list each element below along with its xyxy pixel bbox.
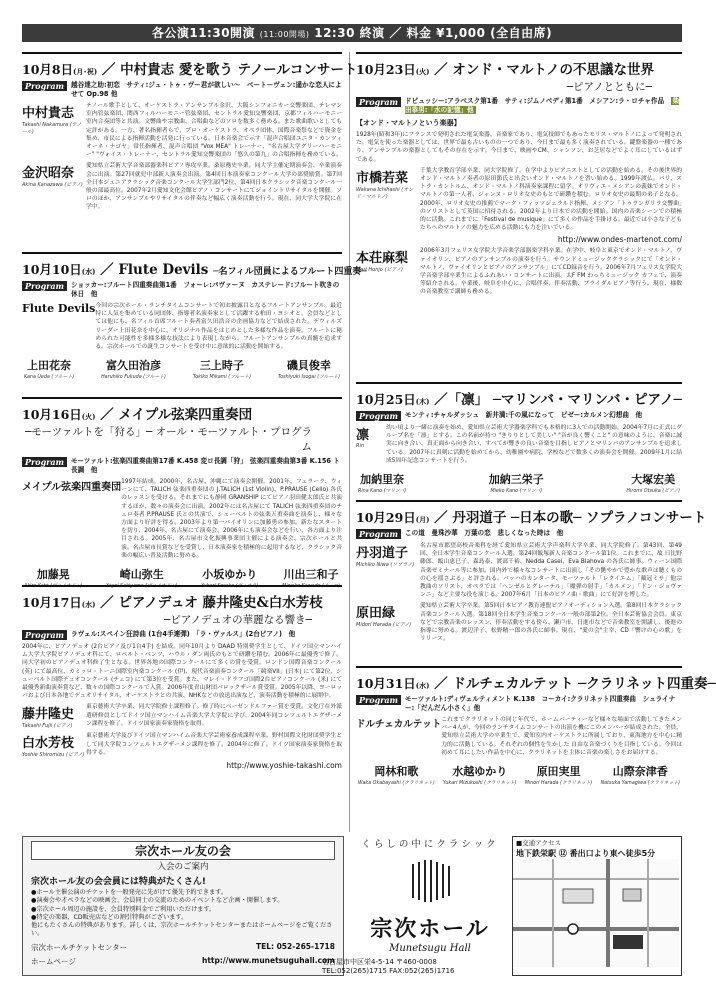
hall-brand	[350, 836, 510, 954]
hall-logo-icon	[405, 856, 455, 906]
program-items: ラヴェル:スペイン狂詩曲 (1台4手連弾) 「ラ・ヴァルス」(2台ピアノ) 他	[71, 630, 296, 638]
ensemble-bio: これまでクラリネットの同じ年代で、ホームパーティーなど様々な場面で活動してきたメンバー4人が、今回のランチタイムコンサートの出演を機にこのメンバーが結成された。全員、愛知県立芸術大学の卒業生で、愛知室内オーケストラに所属しており、東海地方を中心に精力的に活動している。それぞれの個性を生かした 自由な音楽づくりを目指している。今回は初めて耳にしたい作品を中心に、クラリネットを主体に音楽の楽しさをお届けする。	[441, 717, 682, 756]
program	[22, 281, 342, 299]
list-item: ●特定の楽器、CD販売店などの割引特典がございます。	[31, 913, 188, 921]
performer-bio: 2006年3月フェリス女学院大学音楽学部器楽学科卒業。在学中、岐阜と東京でオンド・マルトノ、ヴァイオリン、ピアノのアンサンブルの演奏を行う。サウンドミュージッククラシックにて「オンド・マルトノ、ヴァイオリンとピアノのアンサンブル」にてCD録音を行う。2006年7月フェリス女学院大学音楽学部卒業生によるふれあい・コンサートに出演。太F FM わっちミュージック カフェで、演奏等紹介される。卒業後、岐阜を中心に、合唱伴奏、伴奏活動、ブライダルピアノ等行う。現在、様数の音楽教室で講師も務める。	[420, 248, 682, 296]
ticket-center-tel[interactable]: TEL: 052-265-1718	[255, 941, 335, 951]
event-title: 10月25日(木) ／「凛」 ─マリンバ・マリンバ・ピアノ─	[356, 392, 682, 408]
member: 加納三栄子 Mieko Kano (マリンバ)	[488, 473, 544, 495]
member: 大塚宏美 Hiromi Otsuka (ピアノ)	[626, 473, 680, 495]
performer-name: 中村貴志	[22, 106, 75, 121]
performer-name-en: Mari Honjo (ピアノ)	[356, 267, 403, 274]
membership-info-box	[22, 836, 344, 976]
performer-bio: 名古屋市郡望高校音楽科を経て愛知県立芸術大学声楽科大学卒業、同大学院修了。第43回、第49回、全日本学生音楽コンクール入選。第24回飯塚新人音楽コンクール第1位。これまでに、故 日比野藤郎、飯山恵巳子、森島泰、渡部千裕、Nedda Casei、Eva Blahova の各氏に師事。ウィーン国際音楽ゼミナール等に参加。国内外で様々なコンサートに出演し「その艶やかで豊かな歌声は聴くものの心を揺さぶる」と評される。バッハのカンタータ、モーツァルト「レクイエム」「戴冠ミサ」他宗教曲のソリスト、オペラでは「ヘンゼルとグレーテル」「魔弾の射手」「カルメン」「ドン・ジョヴァンニ」など主要な役を演じる。2007年6月「日本のピアノ曲・歌曲」にて好評を博した。	[420, 543, 682, 599]
program-label: Program	[356, 97, 401, 107]
event-title: 10月31日(水) ／ ドルチェカルテット ─クラリネット四重奏─	[356, 676, 716, 692]
ensemble-name: メイプル弦楽四重奏団	[22, 482, 122, 493]
program	[356, 411, 682, 421]
start-time: 各公演11:30開演	[151, 26, 256, 40]
program-label: Program	[22, 630, 67, 640]
performer	[22, 703, 342, 729]
price: ／ 料金 ¥1,000 (全自由席)	[389, 26, 553, 40]
event-subtitle: ─モーツァルトを「狩る」─ オール・モーツァルト・プログラム	[25, 426, 312, 453]
event-oct25	[356, 382, 682, 500]
member: 岡林和歌 Waka Okabayashi (クラリネット)	[358, 765, 435, 787]
member-roster	[356, 471, 682, 494]
event-oct10	[22, 252, 367, 397]
performer-name: 本荘麻梨	[356, 251, 409, 267]
program	[22, 457, 342, 475]
membership-perk-headline: 宗次ホール友の会会員には特典がたくさん!	[31, 877, 206, 887]
hall-name: 宗次ホール	[370, 916, 490, 942]
end-time: 12:30 終演	[314, 26, 385, 40]
performer-name: 市橋若菜	[356, 170, 409, 186]
program-items: モンティ:チャルダッシュ 新井満:千の風になって ピゼー:カルメン幻想曲 他	[405, 411, 643, 419]
phone-fax: TEL:052(265)1715 FAX:052(265)1716	[322, 966, 455, 975]
event-title: 10月10日(水) ／ Flute Devils ─名フィル団員によるフルート四重奏─	[22, 262, 367, 278]
performer-bio: 愛知県立芸術大学卒業。第5回日本ピアノ教育連盟ピアノオーディション入選。第8回日本クラシック音楽コンクール入選。第18回全日本学生音楽コンクール一般の部第2位。全日本芸術協会会員。東京などで宗教音楽のレッスン、伴奏活動をする傍ら、瀬戸市、日進市などで音楽教室を開講し、後進の指導に努める。渡辺洋子、松野精一郎の各氏に師事。現在、"愛の会"主宰、CD「響けの心の歌」をリリース。	[420, 603, 682, 643]
program	[22, 630, 342, 640]
access-map	[512, 836, 682, 976]
ticket-center-contact	[31, 942, 335, 953]
membership-subtitle: 入会のご案内	[157, 862, 209, 872]
performer-name: 藤井隆史	[22, 707, 75, 723]
program-items: モーツァルト:ディヴェルティメント K.138 コーカイ:クラリネット四重奏曲 シュライナー:「だんだん小さく」他	[405, 695, 676, 712]
performer-name-en: Takashi Nakamura (テノール)	[22, 122, 82, 135]
event-title: 10月8日(月･祝) ／ 中村貴志 愛を歌う テノールコンサート	[22, 62, 358, 78]
member: 崎山弥生 Yayoi Sakiyama (ヴァイオリン)	[106, 568, 178, 590]
access-heading: ■交通アクセス	[516, 839, 561, 847]
instrument-description: 1928年(昭和3年)にフランスで発明された電気楽器。音楽家であり、電気技師でもあったモリス・マルトノによって発明された。電気を使った楽器としては、世界で最も古いものの一つであり、今日まで最も多く演奏されている。鍵盤楽器の一種であり、アンサンブルの楽器としてもその存在を示す。今日まで、映画やCM、シャンソン、お芝居などでよく耳にしているはずである。	[356, 132, 682, 163]
homepage-link[interactable]: http://www.munetsuguhall.com	[202, 955, 335, 965]
performer-name-en: Michiko Niwa (ソプラノ)	[356, 562, 415, 568]
program	[356, 529, 682, 539]
list-item: ●演奏会や才ペラなどの映画会、会員同士の交流のためのイベントなど企画・開催します。	[31, 897, 284, 905]
member: 加納里奈 Rina Kano (マリンバ)	[358, 473, 407, 495]
ensemble-name: ドルチェカルテット	[356, 719, 442, 730]
member: 上田花奈 Kana Ueda (フルート)	[24, 359, 75, 381]
event-subtitle: ─ピアノとともに─	[566, 81, 652, 93]
performer	[356, 542, 682, 599]
member: 加藤晃 Akira Kato (ヴァイオリン)	[24, 568, 83, 590]
membership-title: 宗次ホール友の会	[31, 841, 335, 860]
event-title: 10月29日(月) ／ 丹羽道子 ─日本の歌─ ソプラノコンサート	[356, 510, 707, 526]
event-subtitle: ─ピアノデュオの華麗なる響き─	[164, 614, 312, 626]
program-label: Program	[356, 529, 401, 539]
member: 原田実里 Minori Harada (クラリネット)	[524, 765, 593, 787]
hall-address	[322, 958, 522, 975]
performer	[356, 167, 682, 233]
ticket-center-label: 宗次ホールチケットセンター	[31, 942, 128, 952]
membership-perks-list	[31, 889, 335, 939]
member: 三上時子 Tokiko Mikami (フルート)	[192, 359, 251, 381]
performer-name-en: Takashi Fujii (ピアノ)	[22, 723, 73, 730]
ensemble-name-en: Rin	[356, 443, 365, 449]
member: 川出三和子 Miwako Kawade (チェロ)	[282, 568, 340, 590]
program-items: ドビュッシー:アラベスク第1番 サティ:ジムノペディ第1番 メシアン:ラ・ロチャ作品	[405, 97, 671, 105]
performer-name-en: Akina Kanazawa (ピアノ)	[22, 182, 83, 189]
performer-name-en: Wakana Ichihashi (オンド・マルトノ)	[356, 186, 414, 200]
street-map-icon	[513, 859, 679, 967]
event-oct29	[356, 500, 707, 666]
program-items: この道 曼珠沙華 万葉の恋 悲しくなった時は 他	[405, 529, 564, 537]
ensemble-name: 凛	[356, 428, 370, 443]
performer-website-link[interactable]: http://www.yoshie-takashi.com	[226, 761, 342, 771]
performer	[22, 732, 342, 758]
address-line: 名古屋市中区栄4-5-14 〒460-0008	[322, 958, 437, 966]
program-items: モーツァルト:弦楽四重奏曲第17番 K.458 変ロ長調「狩」 弦楽四重奏曲第3番 K.156 ト長調 他	[71, 457, 340, 474]
performer-bio: 愛知県立芸術大学音楽部器楽科ピアノ専攻卒業。桑原務史卒業。同大学主催定期演奏会、卒業演奏会に出演。第27回就児中部新人演奏会出演。第4回日本演奏家コンクール大学の部奨励賞。第7回全日本ジュニアクラシック音楽コンクール大学生部門2位、第4回日本クラシック音楽コンクール一般の部最高位。2007年2月愛知文化会館ピアノ・コンサートにてジョイントリサイタルを開催。ソロのほか、アンサンブルやリサイタルの伴奏など幅広く演奏活動を行う。現在、同大学大学院に在学中。	[86, 163, 342, 211]
homepage-contact	[31, 956, 335, 967]
program	[356, 695, 682, 713]
event-oct17	[22, 585, 342, 830]
member-roster	[22, 357, 342, 380]
instrument-heading: 【オンド・マルトノという楽器】	[356, 119, 461, 127]
event-oct8	[22, 52, 358, 252]
member: 山際奈津香 Natsuka Yamagiwa (クラリネット)	[600, 765, 680, 787]
ensemble	[22, 302, 342, 351]
event-title: 10月17日(水) ／ ピアノデュオ 藤井隆史&白水芳枝	[22, 595, 323, 611]
ensemble	[22, 478, 342, 560]
performer	[356, 247, 682, 296]
performer-website-link[interactable]: http://www.ondes-martenot.com/	[557, 235, 682, 245]
event-oct31	[356, 666, 716, 816]
ensemble-bio: 今回の宗次ホール・ランチタイムコンサートで初お披露目となるフルートアンサンブル。最近特に人気を集めている同団体、指導者名演奏家として活躍する柏田・ヨシオと、会員などとしては他にも、名フィル首席フルート奏者富久田浩音の企画協力などで結成された。デヴィルズリーダー上田花奈を中心に、オリジナル作品をはじめとした多様な作品を演奏。フルートに秘められた可能性を多様多様な技法により表現しながら、フルートアンサンブルの真髄を追求する。宗次ホールでの誕生コンサートを受け中に意欲的に活動を開始する。	[95, 303, 342, 351]
program-label: Program	[22, 81, 67, 91]
event-oct16	[22, 397, 342, 590]
performer-name: 白水芳枝	[22, 736, 75, 752]
performer-name: 金沢昭奈	[22, 166, 75, 182]
program-label: Program	[356, 695, 401, 705]
performer-bio: 東京藝術大学及びドイツ国立マンハイム音楽大学芸術家養成課程卒業。野村国際文化財団奨学生として同大学院コンツェルトエグザーメン課程を修了。2004年に修了。ドイツ国家演奏家資格を取得する。	[86, 733, 342, 756]
ensemble	[356, 424, 682, 465]
member: 磯貝俊幸 Toshiyuki Isogai (フルート)	[277, 359, 340, 381]
performer-name: 原田緑	[356, 606, 396, 622]
list-item: ●宗次ホール周辺の施設を、会員特別料金でご利用いただけます。	[31, 905, 216, 913]
program-label: Program	[22, 457, 67, 467]
member: 水越ゆかり Yukari Mizukoshi (クラリネット)	[442, 765, 517, 787]
event-oct23	[356, 52, 682, 382]
event-title: 10月23日(火) ／ オンド・マルトノの不思議な世界	[356, 62, 655, 78]
right-column	[356, 52, 716, 816]
list-item: ●ホール主催公演のチケットを一般発売に先がけて優先予約できます。	[31, 889, 228, 896]
performer	[22, 102, 342, 159]
brand-catchphrase: くらしの中にクラシック	[361, 839, 499, 850]
member-roster	[356, 763, 682, 786]
member: 小坂ゆかり Yukari Kosaka (ヴィオラ)	[201, 568, 259, 590]
list-item: 他にもたくさんの特典があります。詳しくは、宗次ホールチケットセンターまたはホームページをご覧ください。	[31, 922, 333, 938]
performer	[356, 602, 682, 643]
performer-name-en: Midori Harada (ピアノ)	[356, 622, 412, 629]
performer	[22, 162, 342, 211]
ensemble-name: Flute Devils	[22, 302, 96, 315]
ensemble-bio: 幼い頃より一緒に演奏を始め、愛知県立芸術大学器楽学科でも本格的に3人での活動開始。2004年7月に正式にグループ名を「凛」とする。この名前が持つ "きりりとして美しい" "音が良く響くこと" の意味のように、音楽に誠実に向き合い、真正面から向き合い、すべてが響きの良い音楽を目指しピアノとマリンバのアンサンブルを追求している。2007年に真剣に活動を始めてから、幼稚園や病院、学校などで数多くの演奏会を開催。2009年1月に結成5周年記念コンサートを行う。	[386, 425, 682, 464]
program-label: Program	[356, 411, 401, 421]
performer-name-en: Yoshie Shiromizu (ピアノ)	[22, 752, 85, 759]
member: 富久田治彦 Haruhiko Fukuda (フルート)	[101, 359, 166, 381]
performer-bio: テノール歌手として、オーケストラ・アンサンブル金沢、大阪シンフォニカー交響楽団、テレマン室内管弦楽団、関西フィルハーモニー管弦楽団、セントラル愛知交響楽団、京都フィルハーモニー室内合奏団等と共演。文響曲や宗教曲、合唱曲などのソロを数多く務める。また歌曲歌いとしても定評がある。一方、著名指揮者らで、プロ・オーケストラ、オペラ団体、国際音楽祭などで資金を集め、市民による指揮活動を活発に行っている。日本音楽会で示す「混声合唱団ユニタ・カンツィオーネ・ナゴヤ」常任指揮者、混声合唱団 "Vox MEA" トレーナー、"名古屋大学グリーハーモニー" "ヴォイス・トレーナー、セントラル愛知交響楽団の「悠久の第九」の合唱指揮を務めている。	[86, 103, 342, 159]
program-label: Program	[22, 281, 67, 291]
ensemble-bio: 1997年結成。2000年、名古屋、沖縄にて演奏会開催。2001年、フェラーラ、ウィーンにて、TALICH 弦楽四重奏団の J.TALICH (1st Violin)、P.PRAUSE (Cello) 各氏のレッスンを受ける。それまでにも静岡 GRANSHIP にてピアノ羽田健太郎氏と共演するほか、数々の演奏会に出演。2002年には名古屋にて TALICH 弦楽四重奏団のチェロ奏者 P.PRAUSE 氏との共演で、シューベルトの弦楽五重奏曲を演奏し、様々な方面より好評を得る。2003年より第一バイオリンに加藤勇の参加。新たなスタートを切り、2004年、名古屋にて演奏会、2006年にも演奏会などを行い、各方面より注目される。2005年、名古屋市文化振興事業団主催による演奏会、宗次ホールと共演。名古屋市長賞などを受賞し、日本演奏家を積極的に起用するなど、クラシック音楽の幅広い普及活動に努める。	[121, 479, 342, 559]
program	[356, 97, 682, 115]
performer-bio: 千葉大学教育学部卒業、同大学院修了。在学中よりピアニストとしての活動を始める。その後世界的オンド・マルトノ奏者の原田節氏と出会いオンド・マルトノを習い始める。1999年渡仏。パリ、ストラ・カントルム、オンド・マルトノ科演奏家課程に留学。オリヴィエ・メシアンの義妹でオンド・マルトノの第一人者、ジャンヌ・ロリオ女史のもとで研鑽を積む。ロリオ女史の最期の弟子となる。2000年、ロリオ女史の推薦でマーク・フィッツジェラルド指揮、メシアン「トゥランガリラ交響曲」のソリストとして英国に招待される。2002年より日本での活動を開始。国内の音楽シーンでの積極的に活動。これまでに「Festival de musique」にて多くの作品を手掛ける。最近では小さな子どもたちへのマルトノの魅力を広める活動にも力を注いでいる。	[420, 167, 682, 232]
performer-name: 丹羽道子	[356, 546, 409, 561]
program-highlight: 柴田恭男:「水の記憶」他	[405, 97, 680, 114]
program-items: 越谷達之助:初恋 サティ:ジュ・トゥ・ヴー君が欲しい〜 ベートーヴェン:遥かな恋人によせて Op.98 他	[71, 81, 342, 98]
event-title: 10月16日(火) ／ メイプル弦楽四重奏団	[22, 407, 253, 423]
ensemble	[356, 716, 682, 757]
performer-bio: 東京藝術大学卒業、同大学院修士課程修了。修了時にベーゼンドルファー賞を受賞。文化庁在外派遣研修員としてドイツ国立マンハイム音楽大学大学院に学び、2004年同コンツェルトエグザーメン課程を修了。ドイツ国家演奏家資格を取得。	[86, 704, 342, 727]
program	[22, 81, 342, 99]
hall-name-en: Munetsugu Hall	[389, 943, 471, 954]
door-time: (11:00開場)	[259, 30, 310, 39]
duo-bio: 2004年に、ピアノデュオ (2台ピアノ及び1台4手) を結成。同年10月より DAAD 特別奨学生として、ドイツ国立マンハイム大学大学院ピアノデュオ科にて、ロベルト・ベンツ、ハウル・ダン両氏のもとで研鑽を積む。2006年に最優秀で修了。同大学初のピアノデュオ科修了生となる。世界各地の国際コンクールにて多くの賞を受賞。ロンドン国際音楽コンクール (英) にて最高位、カミッロ・トーニ国際室内楽コンクール (伊)、現代音楽演奏コンクール「競楽VII」(日本) にて第2位、シューベルト国際デュオコンクール (チェコ) にて第3位を受賞。また、マレイ・ドラフゴ国際2台ピアノコンクール (米) にて最優秀新曲演奏賞など、数々の国際コンクールで入賞。2006年度青山財団バロックザール賞受賞。2005年以降、ヨーロッパおよび日本各地でデュオリサイタル、オーケストラとの共演、NHKなどの放送出演など、演奏活動を積極的に展開中。	[22, 644, 342, 700]
column-divider	[349, 52, 350, 832]
program-items: ショッカー:フルート四重奏曲第1番 フォーレ:パヴァーヌ カステレード:フルート吹きの休日 他	[71, 281, 340, 298]
access-directions: 地下鉄栄駅 ⑫ 番出口より東へ徒歩5分	[516, 849, 656, 858]
schedule-banner	[22, 24, 682, 42]
homepage-label: ホームページ	[31, 956, 76, 966]
